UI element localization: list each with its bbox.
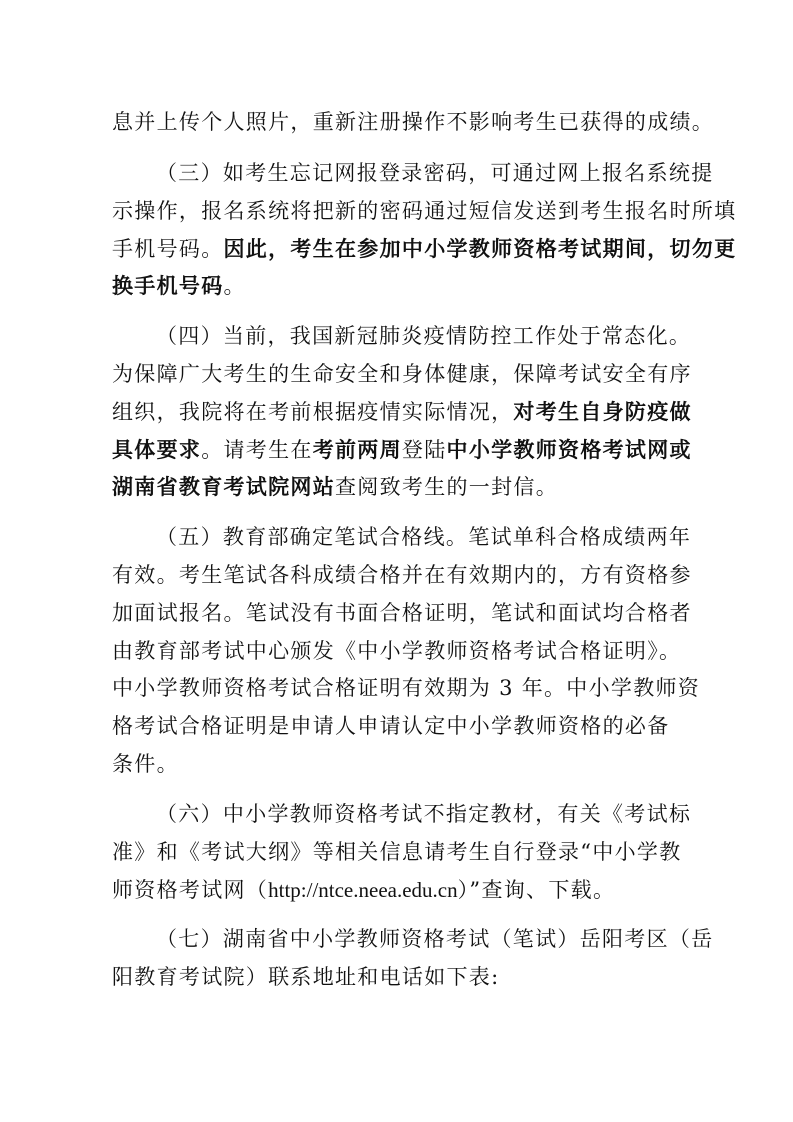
text-line — [112, 435, 692, 465]
bold-text: 湖南省教育考试院网站 — [112, 475, 335, 499]
text-segment: 中小学教师资格考试合格证明有效期为 3 年。中小学教师资 — [112, 676, 701, 700]
text-line — [112, 472, 692, 502]
text-segment: 。请考生在 — [201, 438, 313, 462]
text-line — [112, 560, 692, 590]
bold-text: 因此，考生在参加中小学教师资格考试期间，切勿更 — [223, 237, 737, 261]
text-line — [112, 636, 692, 666]
text-line — [112, 749, 692, 779]
text-segment: 加面试报名。笔试没有书面合格证明，笔试和面试均合格者 — [112, 601, 692, 625]
text-line — [156, 799, 692, 829]
text-segment: 为保障广大考生的生命安全和身体健康，保障考试安全有序 — [112, 362, 692, 386]
text-segment: 师资格考试网（ — [112, 878, 269, 902]
text-line — [156, 924, 714, 954]
text-segment: 条件。 — [112, 752, 179, 776]
text-line — [112, 962, 692, 992]
text-segment: 示操作，报名系统将把新的密码通过短信发送到考生报名时所填 — [112, 199, 737, 223]
bold-text: 中小学教师资格考试网或 — [446, 438, 692, 462]
text-line — [112, 397, 692, 427]
text-line — [112, 875, 692, 905]
text-line — [112, 234, 737, 264]
bold-text: 考前两周 — [312, 438, 402, 462]
text-segment: 有效。考生笔试各科成绩合格并在有效期内的，方有资格参 — [112, 563, 692, 587]
text-line — [112, 837, 692, 867]
text-segment: （五）教育部确定笔试合格线。笔试单科合格成绩两年 — [156, 525, 692, 549]
text-segment: 组织，我院将在考前根据疫情实际情况， — [112, 400, 514, 424]
text-line — [112, 359, 692, 389]
text-segment: 准》和《考试大纲》等相关信息请考生自行登录“中小学教 — [112, 840, 682, 864]
text-segment: 格考试合格证明是申请人申请认定中小学教师资格的必备 — [112, 714, 670, 738]
text-segment: 息并上传个人照片，重新注册操作不影响考生已获得的成绩。 — [112, 110, 715, 134]
bold-text: 具体要求 — [112, 438, 202, 462]
text-segment: http://ntce.neea.edu.cn — [268, 878, 458, 902]
text-segment: 。 — [223, 274, 246, 298]
bold-text: 对考生自身防疫做 — [513, 400, 692, 424]
text-line — [112, 598, 692, 628]
text-segment: （七）湖南省中小学教师资格考试（笔试）岳阳考区（岳 — [156, 927, 714, 951]
text-segment: （六）中小学教师资格考试不指定教材，有关《考试标 — [156, 802, 692, 826]
text-segment: （四）当前，我国新冠肺炎疫情防控工作处于常态化。 — [156, 324, 692, 348]
bold-text: 换手机号码 — [112, 274, 224, 298]
text-line — [112, 673, 701, 703]
text-segment: 手机号码。 — [112, 237, 224, 261]
text-segment: （三）如考生忘记网报登录密码，可通过网上报名系统提 — [156, 161, 714, 185]
text-line — [156, 522, 692, 552]
text-line — [112, 196, 737, 226]
text-line — [112, 271, 692, 301]
text-segment: 由教育部考试中心颁发《中小学教师资格考试合格证明》。 — [112, 639, 682, 663]
text-segment: 阳教育考试院）联系地址和电话如下表: — [112, 965, 500, 989]
text-segment: ）”查询、下载。 — [457, 878, 616, 902]
text-segment: 查阅致考生的一封信。 — [335, 475, 558, 499]
text-line — [156, 321, 692, 351]
text-line — [112, 711, 692, 741]
text-segment: 登陆 — [401, 438, 447, 462]
text-line — [112, 107, 715, 137]
text-line — [156, 158, 714, 188]
